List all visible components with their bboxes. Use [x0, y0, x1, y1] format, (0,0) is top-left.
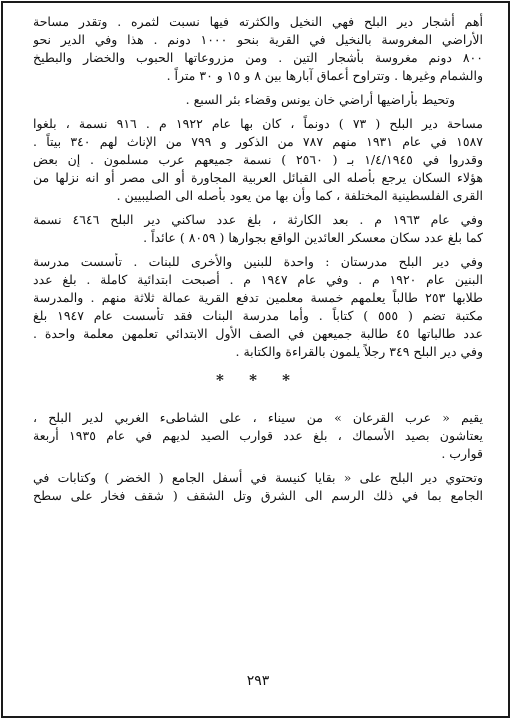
text-line: وقدروا في ١/٤/١٩٤٥ بـ ( ٢٥٦٠ ) نسمة جميعهم عرب مسلمون . إن بعض — [33, 152, 483, 167]
section-separator: * * * — [216, 371, 300, 389]
text-line: القرى الفلسطينية المختلفة ، كما وأن بها من يعود بأصله الى الصليبيين . — [116, 188, 483, 203]
text-line: وتحيط بأراضيها أراضي خان يونس وقضاء بئر السبع . — [185, 92, 455, 107]
text-line: قوارب . — [441, 446, 483, 461]
text-line: والشمام وغيرها . وتتراوح أعماق آبارها بين ٨ و ١٥ و ٣٠ متراً . — [166, 68, 483, 83]
text-line: أهم أشجار دير البلح فهي النخيل والكثرته فيها نسبت لثمره . وتقدر مساحة — [33, 14, 483, 29]
text-line: هؤلاء السكان يرجع بأصله الى القبائل العربية المجاورة أو الى مصر أو انه نزلها من — [33, 170, 483, 185]
text-line: البنين عام ١٩٢٠ م . وفي عام ١٩٤٧ م . أصبحت ابتدائية كاملة . بلغ عدد — [33, 272, 483, 287]
paragraph — [33, 409, 483, 463]
text-line: الجامع بما في ذلك الرسم الى الشرق وتل الشقف ( شقف فخار على سطح — [33, 488, 483, 503]
paragraph — [33, 91, 483, 109]
text-line: وتحتوي دير البلح على « بقايا كنيسة في أسفل الجامع ( الخضر ) وكتابات في — [33, 470, 483, 485]
text-line: الأراضي المغروسة بالنخيل في القرية بنحو ١٠٠٠ دونم . هذا وفي الدير نحو — [33, 32, 483, 47]
text-line: يقيم « عرب القرعان » من سيناء ، على الشاطىء الغربي لدير البلح ، — [33, 410, 483, 425]
text-line: وفي دير البلح ٣٤٩ رجلاً يلمون بالقراءة والكتابة . — [235, 344, 483, 359]
page-frame — [1, 1, 510, 718]
paragraph — [33, 253, 483, 361]
paragraph — [33, 469, 483, 505]
text-line: مساحة دير البلح ( ٧٣ ) دونماً ، كان بها عام ١٩٢٢ م . ٩١٦ نسمة ، بلغوا — [33, 116, 483, 131]
document-page — [33, 13, 483, 703]
text-line: ٨٠٠ دونم مغروسة بأشجار التين . ومن مزروعاتها الحبوب والخضار والبطيخ — [33, 50, 483, 65]
text-line: كما بلغ عدد سكان معسكر العائدين الواقع بجوارها ( ٨٠٥٩ ) عائداً . — [143, 230, 483, 245]
paragraph — [33, 115, 483, 205]
text-line: وفي عام ١٩٦٣ م . بعد الكارثة ، بلغ عدد ساكني دير البلح ٤٦٤٦ نسمة — [33, 212, 483, 227]
text-line: وفي دير البلح مدرستان : واحدة للبنين والأخرى للبنات . تأسست مدرسة — [33, 254, 483, 269]
text-line: ١٥٨٧ في عام ١٩٣١ منهم ٧٨٧ من الذكور و ٧٩٩ من الإناث لهم ٣٤٠ بيتاً . — [33, 134, 483, 149]
text-line: طلابها ٢٥٣ طالباً يعلمهم خمسة معلمين تدفع القرية عمالة ثلاثة منهم . والمدرسة — [33, 290, 483, 305]
text-line: عدد طالباتها ٤٥ طالبة جميعهن في الصف الأول الابتدائي تعلمهن معلمة واحدة . — [33, 326, 483, 341]
text-line: مكتبة تضم ( ٥٥٥ ) كتاباً . وأما مدرسة البنات فقد تأسست عام ١٩٤٧ بلغ — [33, 308, 483, 323]
paragraph — [33, 211, 483, 247]
paragraph — [33, 13, 483, 85]
page-number: ٢٩٣ — [246, 673, 270, 689]
text-line: يعتاشون بصيد الأسماك ، بلغ عدد قوارب الصيد لديهم في عام ١٩٣٥ أربعة — [33, 428, 483, 443]
